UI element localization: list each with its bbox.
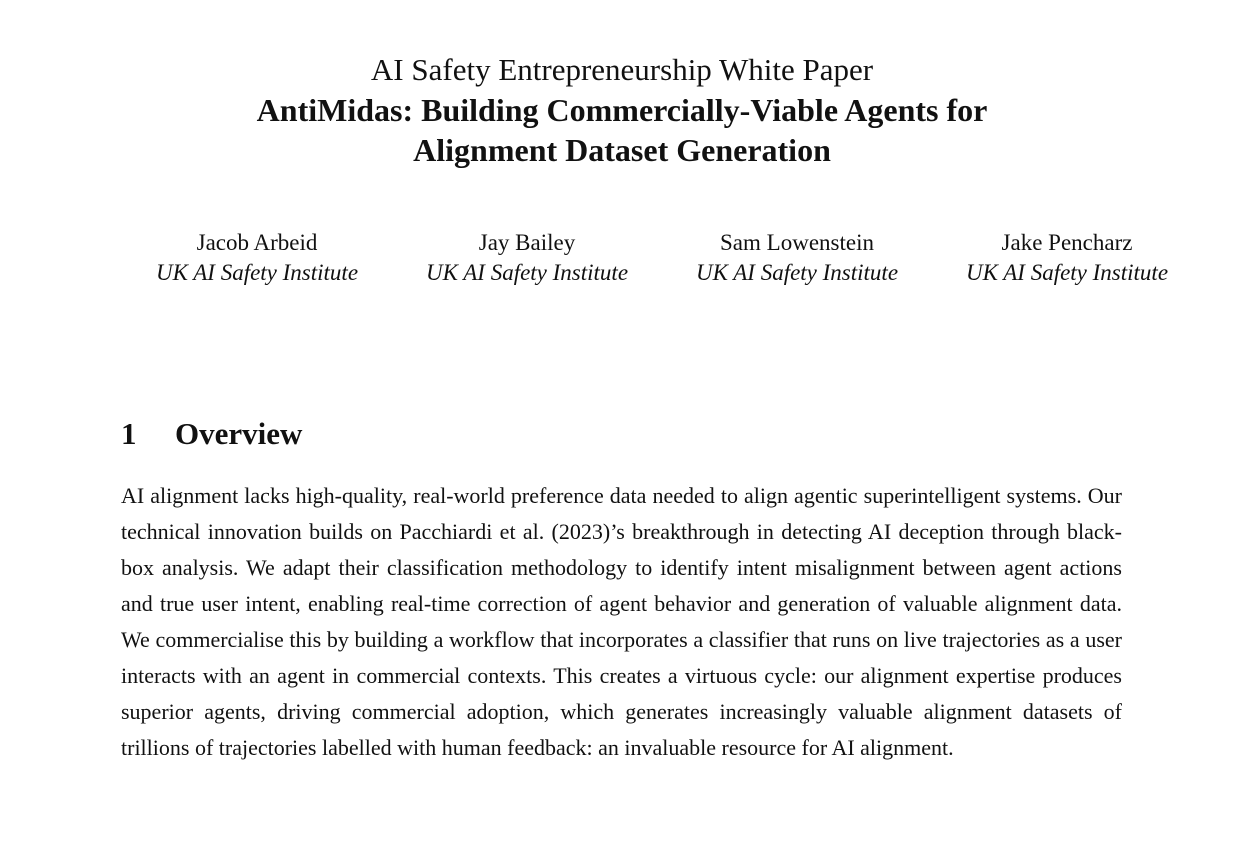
author-block [932, 228, 1202, 288]
section-title: Overview [175, 416, 303, 451]
overview-paragraph: AI alignment lacks high-quality, real-world preference data needed to align agentic superintelligent systems. Our technical innovation builds on Pacchiardi et al. (2023)’s breakthrough in detecting AI deception through black-box analysis. We adapt their classification methodology to identify intent misalignment between agent actions and true user intent, enabling real-time correction of agent behavior and generation of valuable alignment data. We commercialise this by building a workflow that incorporates a classifier that runs on live trajectories as a user interacts with an agent in commercial contexts. This creates a virtuous cycle: our alignment expertise produces superior agents, driving commercial adoption, which generates increasingly valuable alignment datasets of trillions of trajectories labelled with human feedback: an invaluable resource for AI alignment. [121, 483, 1122, 760]
author-block [392, 228, 662, 288]
author-block [122, 228, 392, 288]
author-affiliation: UK AI Safety Institute [695, 260, 899, 285]
author-name: Jake Pencharz [1001, 230, 1133, 255]
author-list [122, 228, 1202, 288]
author-name: Jacob Arbeid [196, 230, 318, 255]
section-number: 1 [121, 416, 137, 451]
title-block [0, 50, 1244, 170]
paper-title [0, 90, 1244, 170]
section-heading [121, 414, 302, 454]
author-block [662, 228, 932, 288]
author-name: Jay Bailey [478, 230, 576, 255]
paper-title-line-2: Alignment Dataset Generation [413, 132, 831, 168]
paper-title-line-1: AntiMidas: Building Commercially-Viable Agents for [256, 92, 988, 128]
author-affiliation: UK AI Safety Institute [155, 260, 359, 285]
series-title: AI Safety Entrepreneurship White Paper [370, 52, 874, 87]
author-affiliation: UK AI Safety Institute [965, 260, 1169, 285]
author-name: Sam Lowenstein [720, 230, 874, 255]
author-affiliation: UK AI Safety Institute [425, 260, 629, 285]
